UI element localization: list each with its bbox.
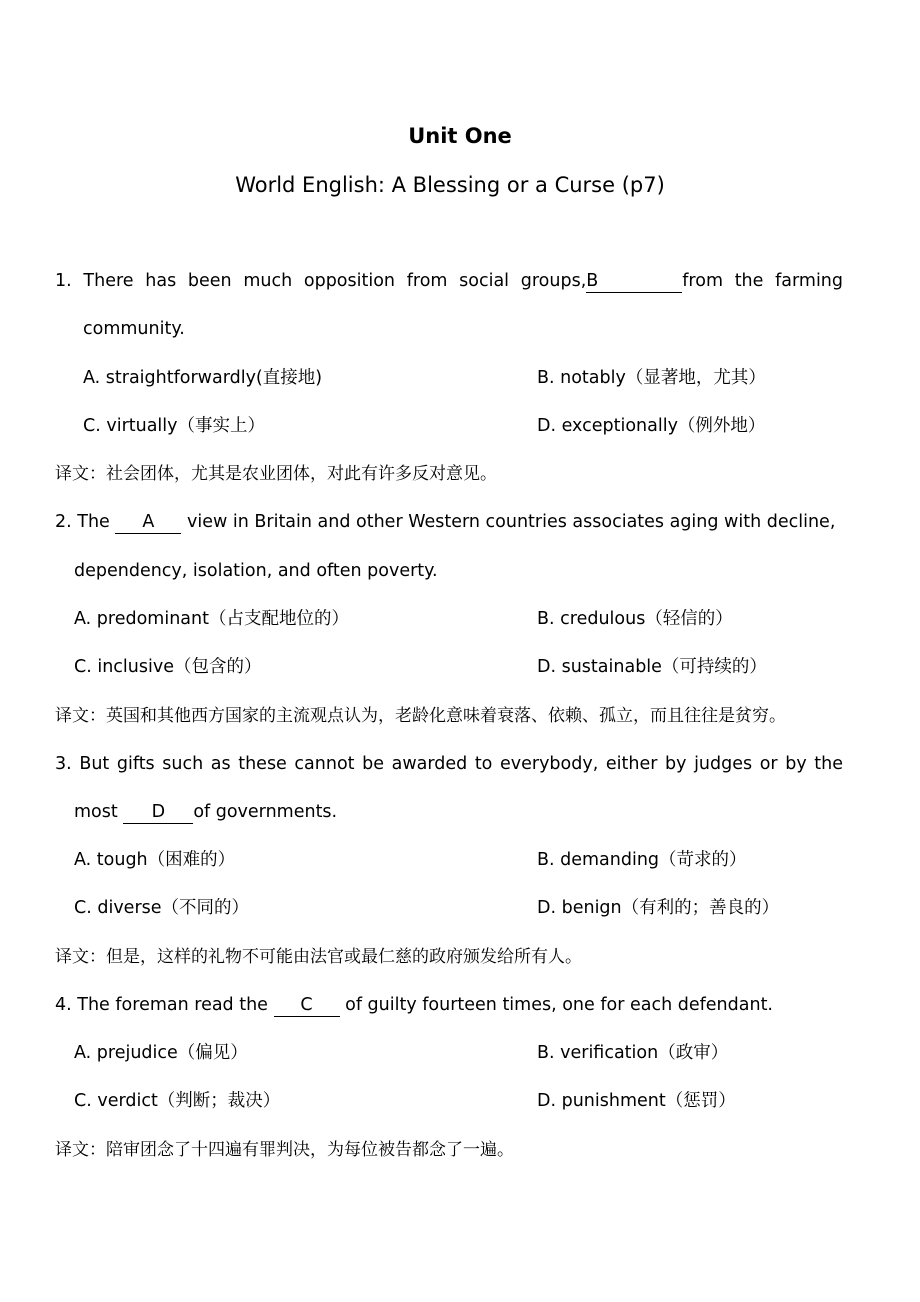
question-2-stem [55, 509, 835, 535]
question-number: 4. [55, 995, 72, 1015]
answer-blank: D [123, 801, 193, 824]
option-c: C. inclusive（包含的） [74, 657, 262, 677]
option-c: C. diverse（不同的） [74, 898, 250, 918]
option-b: B. credulous（轻信的） [537, 609, 733, 629]
question-number: 3. [55, 754, 72, 774]
option-c: C. verdict（判断；裁决） [74, 1091, 281, 1111]
answer-blank: C [274, 994, 340, 1017]
question-text: But gifts such as these cannot be awarded to everybody, either by judges or by the [79, 754, 843, 774]
question-number: 1. [55, 271, 72, 291]
question-4-stem [55, 992, 773, 1018]
option-d: D. exceptionally（例外地） [537, 416, 766, 436]
question-text: of governments. [193, 802, 338, 822]
option-b: B. verification（政审） [537, 1043, 729, 1063]
translation: 译文：但是，这样的礼物不可能由法官或最仁慈的政府颁发给所有人。 [55, 947, 582, 967]
option-a: A. tough（困难的） [74, 850, 236, 870]
lesson-subtitle: World English: A Blessing or a Curse (p7) [235, 173, 665, 197]
translation: 译文：英国和其他西方国家的主流观点认为，老龄化意味着衰落、依赖、孤立，而且往往是贫穷。 [55, 706, 786, 726]
question-text: There has been much opposition from social groups, [83, 271, 587, 291]
question-text: from the farming [682, 271, 844, 291]
question-1-stem [55, 268, 843, 294]
option-a: A. predominant（占支配地位的） [74, 609, 349, 629]
option-a: A. prejudice（偏见） [74, 1043, 248, 1063]
answer-blank: A [115, 511, 181, 534]
translation: 译文：陪审团念了十四遍有罪判决，为每位被告都念了一遍。 [55, 1140, 514, 1160]
question-1-stem-continued: community. [83, 319, 185, 339]
option-b: B. demanding（苛求的） [537, 850, 747, 870]
option-d: D. punishment（惩罚） [537, 1091, 736, 1111]
question-number: 2. [55, 512, 72, 532]
question-3-stem [55, 751, 843, 777]
translation: 译文：社会团体，尤其是农业团体，对此有许多反对意见。 [55, 464, 497, 484]
question-text: most [74, 802, 118, 822]
option-a: A. straightforwardly(直接地) [83, 368, 323, 388]
option-d: D. benign（有利的；善良的） [537, 898, 780, 918]
unit-title: Unit One [408, 124, 512, 148]
option-d: D. sustainable（可持续的） [537, 657, 767, 677]
option-c: C. virtually（事实上） [83, 416, 266, 436]
question-2-stem-continued: dependency, isolation, and often poverty. [74, 561, 438, 581]
question-text: The [77, 512, 110, 532]
answer-blank: B [586, 270, 682, 293]
question-3-stem-continued [74, 799, 337, 825]
option-b: B. notably（显著地，尤其） [537, 368, 766, 388]
question-text: view in Britain and other Western countries associates aging with decline, [187, 512, 836, 532]
question-text: The foreman read the [77, 995, 268, 1015]
question-text: of guilty fourteen times, one for each defendant. [345, 995, 773, 1015]
